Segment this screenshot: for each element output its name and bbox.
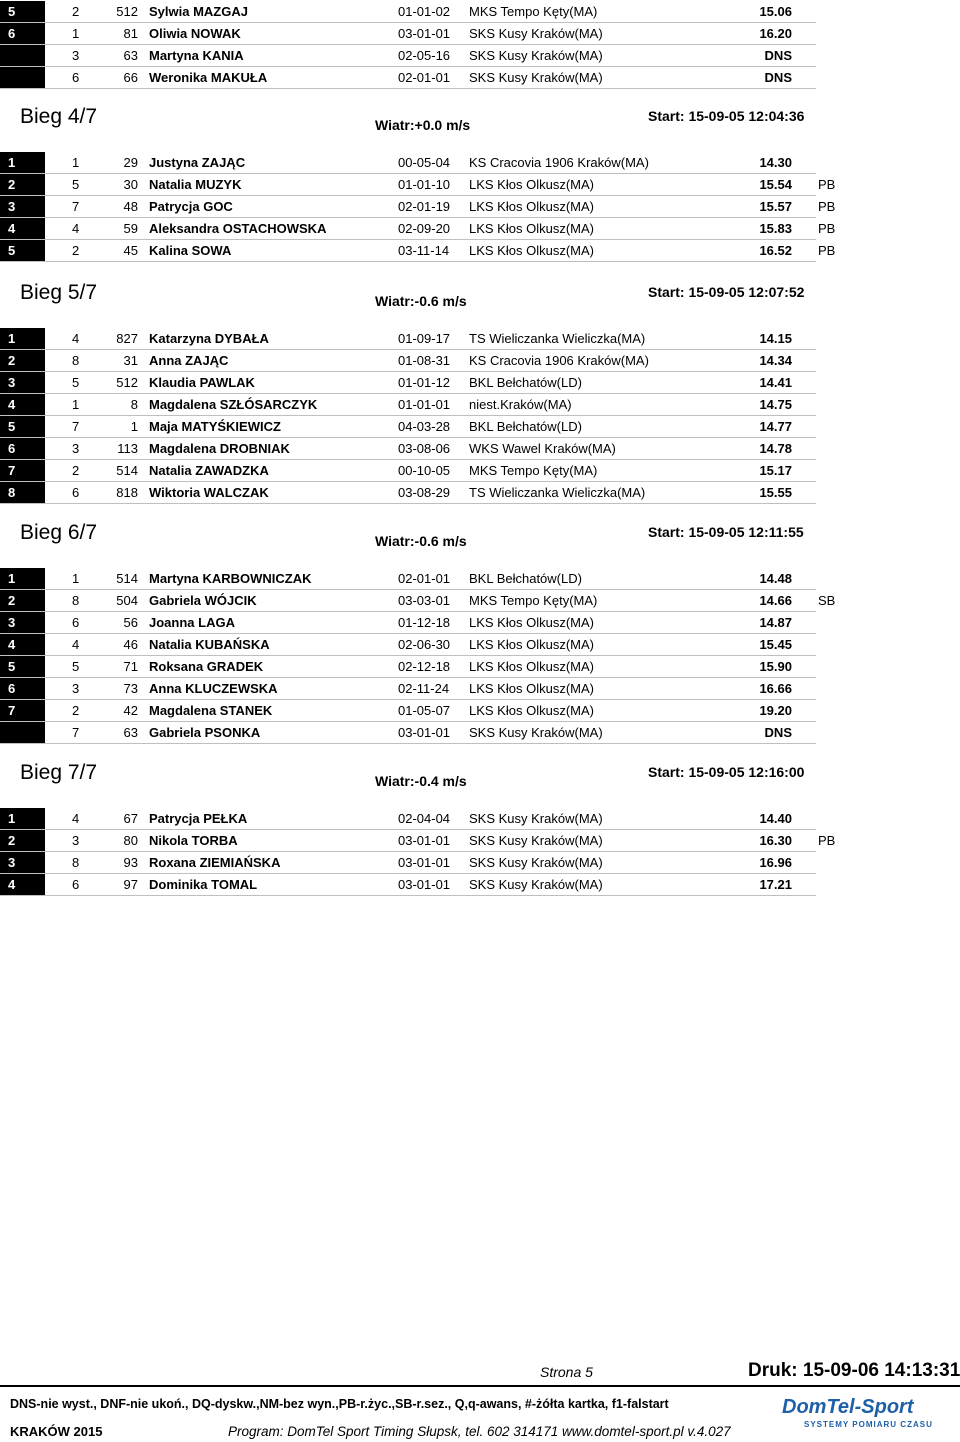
- place-value: 1: [8, 571, 16, 586]
- result-value: 14.15: [759, 331, 792, 346]
- club-name: LKS Kłos Olkusz(MA): [469, 659, 594, 674]
- result-value: 14.30: [759, 155, 792, 170]
- place-cell: [0, 196, 45, 218]
- club-name: MKS Tempo Kęty(MA): [469, 463, 598, 478]
- club-name: TS Wieliczanka Wieliczka(MA): [469, 331, 646, 346]
- club-name: SKS Kusy Kraków(MA): [469, 48, 603, 63]
- place-value: 7: [8, 463, 16, 478]
- athlete-name: Weronika MAKUŁA: [149, 70, 268, 85]
- table-row: [0, 350, 840, 372]
- place-cell: [0, 830, 45, 852]
- athlete-name: Klaudia PAWLAK: [149, 375, 255, 390]
- row-divider: [0, 895, 816, 896]
- lane-value: 2: [72, 243, 80, 258]
- heat-title: Bieg 4/7: [20, 105, 98, 128]
- bib-value: 73: [123, 681, 138, 696]
- place-value: 4: [8, 221, 16, 236]
- bib-value: 1: [130, 419, 138, 434]
- start-time: Start: 15-09-05 12:16:00: [648, 764, 805, 780]
- club-name: LKS Kłos Olkusz(MA): [469, 243, 594, 258]
- place-value: 1: [8, 331, 16, 346]
- lane-value: 5: [72, 659, 80, 674]
- athlete-name: Justyna ZAJĄC: [149, 155, 246, 170]
- lane-value: 3: [72, 681, 80, 696]
- place-cell: [0, 808, 45, 830]
- lane-value: 3: [72, 833, 80, 848]
- athlete-name: Magdalena STANEK: [149, 703, 273, 718]
- birth-date: 02-05-16: [398, 48, 451, 63]
- table-row: [0, 852, 840, 874]
- place-cell: [0, 852, 45, 874]
- table-row: [0, 678, 840, 700]
- bib-value: 80: [123, 833, 138, 848]
- logo-subtitle: SYSTEMY POMIARU CZASU: [804, 1420, 933, 1429]
- result-value: 14.40: [759, 811, 792, 826]
- birth-date: 01-08-31: [398, 353, 451, 368]
- wind-info: Wiatr:+0.0 m/s: [375, 117, 471, 133]
- page-number: Strona 5: [540, 1364, 593, 1380]
- birth-date: 03-03-01: [398, 593, 451, 608]
- birth-date: 01-01-12: [398, 375, 451, 390]
- athlete-name: Oliwia NOWAK: [149, 26, 241, 41]
- place-cell: [0, 678, 45, 700]
- legend-text: DNS-nie wyst., DNF-nie ukoń., DQ-dyskw.,NM-bez wyn.,PB-r.życ.,SB-r.sez., Q,q-awans, #-żółta kartka, f1-falstart: [10, 1397, 669, 1411]
- place-cell: [0, 328, 45, 350]
- athlete-name: Joanna LAGA: [149, 615, 235, 630]
- bib-value: 59: [123, 221, 138, 236]
- table-row: [0, 1, 840, 23]
- table-row: [0, 438, 840, 460]
- place-value: 6: [8, 681, 16, 696]
- birth-date: 04-03-28: [398, 419, 451, 434]
- lane-value: 6: [72, 70, 80, 85]
- birth-date: 01-12-18: [398, 615, 451, 630]
- bib-value: 97: [123, 877, 138, 892]
- lane-value: 5: [72, 177, 80, 192]
- club-name: LKS Kłos Olkusz(MA): [469, 199, 594, 214]
- place-value: 7: [8, 703, 16, 718]
- bib-value: 42: [123, 703, 138, 718]
- result-value: DNS: [764, 48, 792, 63]
- club-name: SKS Kusy Kraków(MA): [469, 725, 603, 740]
- result-value: 15.90: [759, 659, 792, 674]
- result-value: 15.57: [759, 199, 792, 214]
- result-value: 14.75: [759, 397, 792, 412]
- club-name: SKS Kusy Kraków(MA): [469, 855, 603, 870]
- lane-value: 6: [72, 485, 80, 500]
- lane-value: 2: [72, 703, 80, 718]
- place-cell: [0, 612, 45, 634]
- place-value: 6: [8, 441, 16, 456]
- bib-value: 67: [123, 811, 138, 826]
- table-row: [0, 394, 840, 416]
- lane-value: 8: [72, 353, 80, 368]
- birth-date: 02-01-01: [398, 571, 451, 586]
- program-info: Program: DomTel Sport Timing Słupsk, tel. 602 314171 www.domtel-sport.pl v.4.027: [228, 1424, 731, 1439]
- place-value: 5: [8, 659, 16, 674]
- bib-value: 31: [123, 353, 138, 368]
- logo-text: DomTel-Sport: [782, 1396, 914, 1418]
- result-value: 14.78: [759, 441, 792, 456]
- place-value: 2: [8, 593, 16, 608]
- athlete-name: Natalia ZAWADZKA: [149, 463, 269, 478]
- lane-value: 2: [72, 463, 80, 478]
- club-name: WKS Wawel Kraków(MA): [469, 441, 616, 456]
- result-value: 16.96: [759, 855, 792, 870]
- club-name: SKS Kusy Kraków(MA): [469, 811, 603, 826]
- place-cell: [0, 218, 45, 240]
- place-cell: [0, 568, 45, 590]
- birth-date: 03-11-14: [398, 243, 450, 258]
- table-row: [0, 460, 840, 482]
- club-name: LKS Kłos Olkusz(MA): [469, 177, 594, 192]
- place-cell: [0, 874, 45, 896]
- bib-value: 827: [116, 331, 138, 346]
- athlete-name: Wiktoria WALCZAK: [149, 485, 269, 500]
- start-time: Start: 15-09-05 12:11:55: [648, 524, 804, 540]
- athlete-name: Natalia MUZYK: [149, 177, 242, 192]
- record-tag: PB: [818, 177, 836, 192]
- athlete-name: Anna ZAJĄC: [149, 353, 229, 368]
- lane-value: 7: [72, 725, 80, 740]
- birth-date: 00-10-05: [398, 463, 451, 478]
- bib-value: 514: [116, 571, 138, 586]
- result-value: 15.17: [759, 463, 792, 478]
- lane-value: 1: [72, 571, 80, 586]
- birth-date: 02-04-04: [398, 811, 451, 826]
- result-value: 15.83: [759, 221, 792, 236]
- lane-value: 6: [72, 877, 80, 892]
- place-value: 4: [8, 637, 16, 652]
- table-row: [0, 67, 840, 89]
- place-value: 4: [8, 877, 16, 892]
- result-value: 16.30: [759, 833, 792, 848]
- lane-value: 5: [72, 375, 80, 390]
- athlete-name: Magdalena SZŁÓSARCZYK: [149, 397, 318, 412]
- club-name: BKL Bełchatów(LD): [469, 571, 582, 586]
- place-cell: [0, 460, 45, 482]
- club-name: LKS Kłos Olkusz(MA): [469, 681, 594, 696]
- bib-value: 512: [116, 375, 138, 390]
- athlete-name: Roksana GRADEK: [149, 659, 264, 674]
- club-name: BKL Bełchatów(LD): [469, 419, 582, 434]
- result-value: 14.48: [759, 571, 792, 586]
- table-row: [0, 152, 840, 174]
- table-row: [0, 23, 840, 45]
- bib-value: 46: [123, 637, 138, 652]
- place-cell: [0, 482, 45, 504]
- lane-value: 7: [72, 419, 80, 434]
- result-value: DNS: [764, 725, 792, 740]
- place-value: 2: [8, 177, 16, 192]
- result-value: DNS: [764, 70, 792, 85]
- wind-info: Wiatr:-0.6 m/s: [375, 533, 467, 549]
- table-row: [0, 218, 840, 240]
- athlete-name: Kalina SOWA: [149, 243, 232, 258]
- bib-value: 512: [116, 4, 138, 19]
- place-value: 3: [8, 199, 16, 214]
- lane-value: 7: [72, 199, 80, 214]
- record-tag: PB: [818, 199, 836, 214]
- birth-date: 01-01-02: [398, 4, 451, 19]
- bib-value: 63: [123, 725, 138, 740]
- place-cell: [0, 590, 45, 612]
- lane-value: 8: [72, 855, 80, 870]
- birth-date: 00-05-04: [398, 155, 451, 170]
- lane-value: 3: [72, 48, 80, 63]
- table-row: [0, 808, 840, 830]
- table-row: [0, 722, 840, 744]
- bib-value: 30: [123, 177, 138, 192]
- bib-value: 818: [116, 485, 138, 500]
- birth-date: 03-08-29: [398, 485, 451, 500]
- club-name: niest.Kraków(MA): [469, 397, 572, 412]
- result-value: 19.20: [759, 703, 792, 718]
- place-cell: [0, 1, 45, 23]
- lane-value: 6: [72, 615, 80, 630]
- athlete-name: Gabriela PSONKA: [149, 725, 261, 740]
- bib-value: 514: [116, 463, 138, 478]
- bib-value: 66: [123, 70, 138, 85]
- table-row: [0, 174, 840, 196]
- place-value: 1: [8, 811, 16, 826]
- athlete-name: Aleksandra OSTACHOWSKA: [149, 221, 327, 236]
- place-cell: [0, 45, 45, 67]
- place-value: 2: [8, 353, 16, 368]
- place-cell: [0, 700, 45, 722]
- wind-info: Wiatr:-0.4 m/s: [375, 773, 467, 789]
- athlete-name: Sylwia MAZGAJ: [149, 4, 248, 19]
- print-timestamp: Druk: 15-09-06 14:13:31: [748, 1360, 960, 1381]
- club-name: LKS Kłos Olkusz(MA): [469, 637, 594, 652]
- table-row: [0, 874, 840, 896]
- club-name: LKS Kłos Olkusz(MA): [469, 615, 594, 630]
- city-year: KRAKÓW 2015: [10, 1424, 103, 1439]
- table-row: [0, 372, 840, 394]
- place-value: 3: [8, 855, 16, 870]
- start-time: Start: 15-09-05 12:07:52: [648, 284, 805, 300]
- club-name: SKS Kusy Kraków(MA): [469, 26, 603, 41]
- result-value: 17.21: [759, 877, 792, 892]
- table-row: [0, 634, 840, 656]
- heat-title: Bieg 5/7: [20, 281, 98, 304]
- place-cell: [0, 394, 45, 416]
- athlete-name: Maja MATYŚKIEWICZ: [149, 419, 281, 434]
- place-cell: [0, 416, 45, 438]
- place-value: 6: [8, 26, 16, 41]
- athlete-name: Gabriela WÓJCIK: [149, 593, 257, 608]
- place-cell: [0, 438, 45, 460]
- place-cell: [0, 634, 45, 656]
- birth-date: 03-01-01: [398, 833, 451, 848]
- row-divider: [0, 88, 816, 89]
- lane-value: 1: [72, 397, 80, 412]
- place-value: 2: [8, 833, 16, 848]
- place-value: 3: [8, 375, 16, 390]
- club-name: SKS Kusy Kraków(MA): [469, 877, 603, 892]
- birth-date: 03-01-01: [398, 26, 451, 41]
- lane-value: 2: [72, 4, 80, 19]
- athlete-name: Patrycja GOC: [149, 199, 233, 214]
- result-value: 16.52: [759, 243, 792, 258]
- heat-title: Bieg 6/7: [20, 521, 98, 544]
- table-row: [0, 656, 840, 678]
- lane-value: 1: [72, 155, 80, 170]
- place-value: 5: [8, 419, 16, 434]
- place-cell: [0, 350, 45, 372]
- bib-value: 81: [123, 26, 138, 41]
- place-cell: [0, 240, 45, 262]
- heat-title: Bieg 7/7: [20, 761, 98, 784]
- table-row: [0, 196, 840, 218]
- athlete-name: Martyna KARBOWNICZAK: [149, 571, 312, 586]
- place-value: 3: [8, 615, 16, 630]
- athlete-name: Anna KLUCZEWSKA: [149, 681, 278, 696]
- place-cell: [0, 372, 45, 394]
- lane-value: 4: [72, 637, 80, 652]
- row-divider: [0, 743, 816, 744]
- birth-date: 01-01-10: [398, 177, 451, 192]
- table-row: [0, 590, 840, 612]
- birth-date: 02-11-24: [398, 681, 450, 696]
- birth-date: 02-06-30: [398, 637, 451, 652]
- result-value: 15.45: [759, 637, 792, 652]
- table-row: [0, 612, 840, 634]
- lane-value: 3: [72, 441, 80, 456]
- birth-date: 01-09-17: [398, 331, 451, 346]
- place-value: 4: [8, 397, 16, 412]
- result-value: 14.87: [759, 615, 792, 630]
- birth-date: 01-01-01: [398, 397, 451, 412]
- result-value: 15.55: [759, 485, 792, 500]
- club-name: LKS Kłos Olkusz(MA): [469, 703, 594, 718]
- athlete-name: Nikola TORBA: [149, 833, 238, 848]
- domtel-logo: [782, 1396, 952, 1436]
- place-value: 8: [8, 485, 16, 500]
- place-cell: [0, 67, 45, 89]
- birth-date: 02-01-19: [398, 199, 451, 214]
- place-cell: [0, 152, 45, 174]
- athlete-name: Patrycja PEŁKA: [149, 811, 248, 826]
- athlete-name: Magdalena DROBNIAK: [149, 441, 290, 456]
- table-row: [0, 416, 840, 438]
- place-cell: [0, 174, 45, 196]
- bib-value: 504: [116, 593, 138, 608]
- place-value: 5: [8, 243, 16, 258]
- table-row: [0, 45, 840, 67]
- athlete-name: Katarzyna DYBAŁA: [149, 331, 269, 346]
- club-name: TS Wieliczanka Wieliczka(MA): [469, 485, 646, 500]
- wind-info: Wiatr:-0.6 m/s: [375, 293, 467, 309]
- birth-date: 02-09-20: [398, 221, 451, 236]
- athlete-name: Dominika TOMAL: [149, 877, 258, 892]
- club-name: MKS Tempo Kęty(MA): [469, 4, 598, 19]
- bib-value: 63: [123, 48, 138, 63]
- result-value: 14.41: [759, 375, 792, 390]
- birth-date: 01-05-07: [398, 703, 451, 718]
- club-name: LKS Kłos Olkusz(MA): [469, 221, 594, 236]
- club-name: BKL Bełchatów(LD): [469, 375, 582, 390]
- start-time: Start: 15-09-05 12:04:36: [648, 108, 805, 124]
- place-cell: [0, 722, 45, 744]
- club-name: SKS Kusy Kraków(MA): [469, 833, 603, 848]
- place-value: 5: [8, 4, 16, 19]
- bib-value: 71: [123, 659, 138, 674]
- record-tag: PB: [818, 221, 836, 236]
- birth-date: 03-01-01: [398, 725, 451, 740]
- table-row: [0, 482, 840, 504]
- bib-value: 29: [123, 155, 138, 170]
- record-tag: SB: [818, 593, 836, 608]
- lane-value: 4: [72, 221, 80, 236]
- table-row: [0, 240, 840, 262]
- table-row: [0, 830, 840, 852]
- footer-divider: [0, 1385, 960, 1387]
- birth-date: 03-08-06: [398, 441, 451, 456]
- bib-value: 48: [123, 199, 138, 214]
- record-tag: PB: [818, 243, 836, 258]
- birth-date: 02-12-18: [398, 659, 451, 674]
- lane-value: 4: [72, 331, 80, 346]
- club-name: SKS Kusy Kraków(MA): [469, 70, 603, 85]
- place-cell: [0, 23, 45, 45]
- place-cell: [0, 656, 45, 678]
- result-value: 16.66: [759, 681, 792, 696]
- row-divider: [0, 261, 816, 262]
- record-tag: PB: [818, 833, 836, 848]
- birth-date: 03-01-01: [398, 855, 451, 870]
- bib-value: 56: [123, 615, 138, 630]
- result-value: 15.06: [759, 4, 792, 19]
- lane-value: 4: [72, 811, 80, 826]
- result-value: 14.66: [759, 593, 792, 608]
- result-value: 14.34: [759, 353, 792, 368]
- result-value: 14.77: [759, 419, 792, 434]
- athlete-name: Roxana ZIEMIAŃSKA: [149, 855, 281, 870]
- birth-date: 03-01-01: [398, 877, 451, 892]
- bib-value: 113: [117, 441, 138, 456]
- bib-value: 8: [130, 397, 138, 412]
- club-name: KS Cracovia 1906 Kraków(MA): [469, 353, 649, 368]
- table-row: [0, 568, 840, 590]
- table-row: [0, 328, 840, 350]
- lane-value: 1: [72, 26, 80, 41]
- club-name: MKS Tempo Kęty(MA): [469, 593, 598, 608]
- lane-value: 8: [72, 593, 80, 608]
- result-value: 15.54: [759, 177, 792, 192]
- bib-value: 93: [123, 855, 138, 870]
- athlete-name: Natalia KUBAŃSKA: [149, 637, 270, 652]
- row-divider: [0, 503, 816, 504]
- place-value: 1: [8, 155, 16, 170]
- birth-date: 02-01-01: [398, 70, 451, 85]
- table-row: [0, 700, 840, 722]
- bib-value: 45: [123, 243, 138, 258]
- club-name: KS Cracovia 1906 Kraków(MA): [469, 155, 649, 170]
- result-value: 16.20: [759, 26, 792, 41]
- athlete-name: Martyna KANIA: [149, 48, 244, 63]
